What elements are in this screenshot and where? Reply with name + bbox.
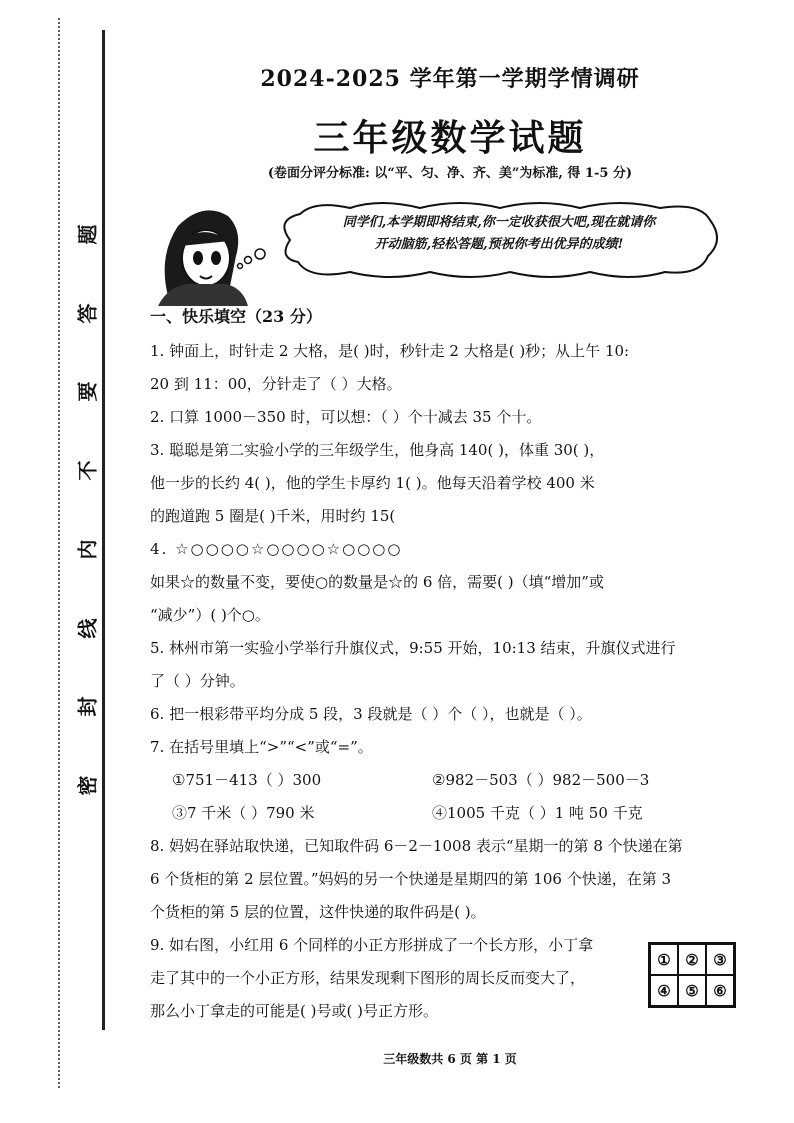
comparison-item: ④1005 千克（ ）1 吨 50 千克 [432, 804, 643, 822]
question-6: 6. 把一根彩带平均分成 5 段，3 段就是（ ）个（ ），也就是（ ）。 [150, 705, 592, 723]
seal-char: 密 [75, 775, 100, 796]
question-1-line: 1. 钟面上，时针走 2 大格，是( )时，秒针走 2 大格是( )秒；从上午 10: [150, 342, 630, 360]
greeting-line: 同学们,本学期即将结束,你一定收获很大吧,现在就请你 [342, 215, 656, 230]
comparison-item: ①751－413（ ）300 [172, 771, 322, 789]
seal-char: 答 [75, 303, 100, 324]
question-section [150, 300, 735, 1028]
seal-char: 封 [75, 696, 100, 717]
question-9-line: 走了其中的一个小正方形，结果发现剩下图形的周长反而变大了， [150, 969, 586, 987]
girl-illustration [148, 196, 278, 306]
seal-char: 线 [75, 618, 100, 639]
page-footer: 三年级数共 6 页 第 1 页 [383, 1052, 517, 1066]
question-2: 2. 口算 1000－350 时，可以想：（ ）个十减去 35 个十。 [150, 408, 542, 426]
question-7: 7. 在括号里填上“>”“<”或“=”。 [150, 738, 373, 756]
six-squares-figure [648, 942, 736, 1008]
question-9-line: 9. 如右图，小红用 6 个同样的小正方形拼成了一个长方形，小丁拿 [150, 936, 594, 954]
square-cell: ④ [650, 975, 678, 1006]
question-8-line: 8. 妈妈在驿站取快递，已知取件码 6－2－1008 表示“星期一的第 8 个快递在第 [150, 837, 683, 855]
comparison-item: ②982－503（ ）982－500－3 [432, 771, 650, 789]
exam-year-title: 2024-2025 学年第一学期学情调研 [260, 66, 640, 92]
seal-char: 不 [75, 460, 100, 481]
seal-char: 内 [75, 539, 100, 560]
seal-char: 要 [75, 381, 100, 402]
binding-dotted-line [58, 18, 60, 1088]
question-7-row [150, 797, 735, 830]
question-4-line: “减少”）( )个○。 [150, 606, 270, 624]
section-title: 一、快乐填空（23 分） [150, 307, 322, 326]
question-7-row [150, 764, 735, 797]
question-8-line: 个货柜的第 5 层的位置，这件快递的取件码是( )。 [150, 903, 486, 921]
comparison-item: ③7 千米（ ）790 米 [172, 804, 315, 822]
question-4-line: 如果☆的数量不变，要使○的数量是☆的 6 倍，需要( )（填“增加”或 [150, 573, 604, 591]
scoring-note: (卷面分评分标准: 以“平、匀、净、齐、美”为标准, 得 1-5 分) [267, 166, 633, 181]
greeting-text [290, 212, 708, 256]
question-9-line: 那么小丁拿走的可能是( )号或( )号正方形。 [150, 1002, 438, 1020]
question-5-line: 5. 林州市第一实验小学举行升旗仪式，9:55 开始，10:13 结束，升旗仪式进行 [150, 639, 676, 657]
square-cell: ③ [706, 944, 734, 975]
question-3-line: 3. 聪聪是第二实验小学的三年级学生，他身高 140( )，体重 30( )， [150, 441, 605, 459]
square-cell: ⑥ [706, 975, 734, 1006]
square-cell: ① [650, 944, 678, 975]
question-5-line: 了（ ）分钟。 [150, 672, 245, 690]
question-3-line: 他一步的长约 4( )，他的学生卡厚约 1( )。他每天沿着学校 400 米 [150, 474, 595, 492]
seal-char: 题 [75, 224, 100, 245]
seal-line-notice [72, 220, 100, 800]
question-8-line: 6 个货柜的第 2 层位置。”妈妈的另一个快递是星期四的第 106 个快递，在第 3 [150, 870, 672, 888]
square-cell: ② [678, 944, 706, 975]
question-1-line: 20 到 11：00，分针走了（ ）大格。 [150, 375, 402, 393]
square-cell: ⑤ [678, 975, 706, 1006]
binding-solid-line [102, 30, 105, 1030]
question-3-line: 的跑道跑 5 圈是( )千米，用时约 15( [150, 507, 396, 525]
question-4-pattern: 4. ☆○○○○☆○○○○☆○○○○ [150, 540, 403, 558]
exam-main-title: 三年级数学试题 [313, 117, 587, 159]
greeting-line: 开动脑筋,轻松答题,预祝你考出优异的成绩! [374, 237, 624, 252]
